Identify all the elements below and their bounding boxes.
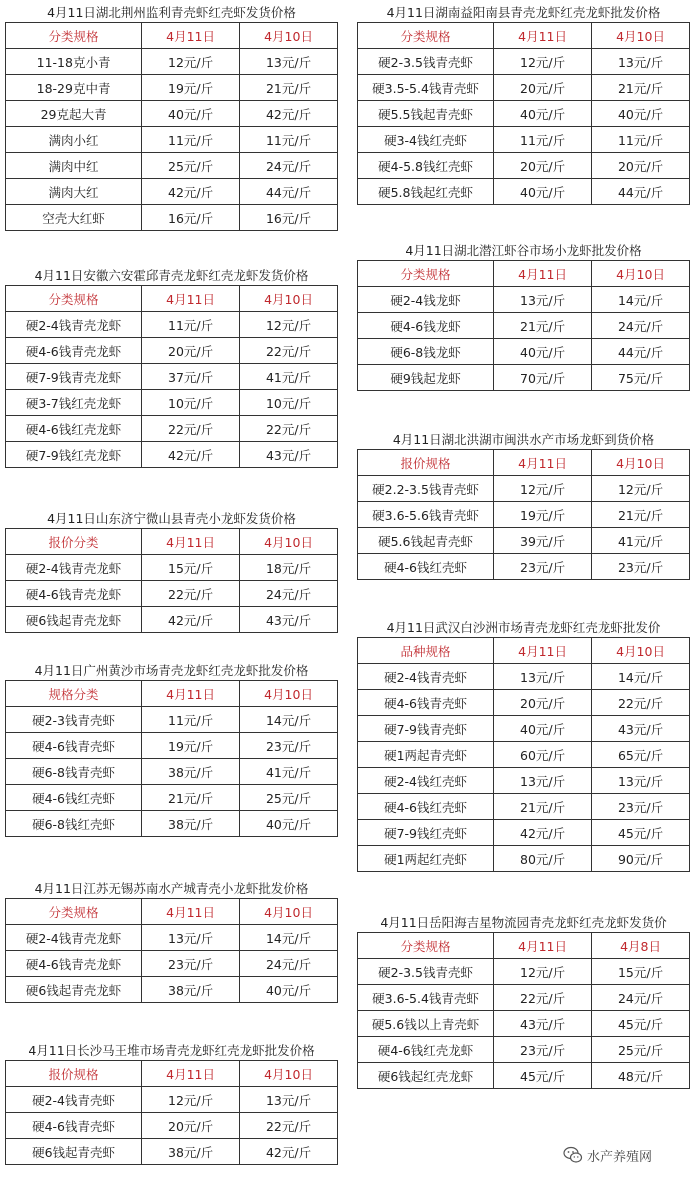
price-cell: 14元/斤 bbox=[240, 707, 338, 733]
price-table bbox=[5, 898, 338, 1003]
price-cell: 23元/斤 bbox=[240, 733, 338, 759]
price-cell: 14元/斤 bbox=[592, 287, 690, 313]
price-cell: 21元/斤 bbox=[494, 313, 592, 339]
spec-cell: 硬2-4钱青壳龙虾 bbox=[6, 555, 142, 581]
table-header-row bbox=[6, 23, 338, 49]
price-cell: 24元/斤 bbox=[592, 985, 690, 1011]
table-row bbox=[6, 205, 338, 231]
spec-cell: 硬6-8钱龙虾 bbox=[358, 339, 494, 365]
table-row bbox=[6, 127, 338, 153]
header-cell: 分类规格 bbox=[6, 286, 142, 312]
table-title: 4月11日岳阳海吉星物流园青壳龙虾红壳龙虾发货价 bbox=[380, 915, 667, 930]
header-cell: 4月11日 bbox=[142, 1061, 240, 1087]
price-cell: 19元/斤 bbox=[494, 502, 592, 528]
price-cell: 21元/斤 bbox=[494, 794, 592, 820]
table-row bbox=[358, 179, 690, 205]
header-cell: 分类规格 bbox=[6, 23, 142, 49]
table-row bbox=[358, 820, 690, 846]
table-row bbox=[6, 811, 338, 837]
spec-cell: 硬3-7钱红壳龙虾 bbox=[6, 390, 142, 416]
table-header-row bbox=[358, 638, 690, 664]
price-cell: 11元/斤 bbox=[142, 707, 240, 733]
price-block-honghu bbox=[357, 431, 690, 580]
price-cell: 20元/斤 bbox=[142, 338, 240, 364]
table-title: 4月11日安徽六安霍邱青壳龙虾红壳龙虾发货价格 bbox=[34, 268, 309, 283]
price-cell: 15元/斤 bbox=[142, 555, 240, 581]
table-row bbox=[358, 716, 690, 742]
price-cell: 38元/斤 bbox=[142, 759, 240, 785]
price-cell: 43元/斤 bbox=[592, 716, 690, 742]
price-cell: 48元/斤 bbox=[592, 1063, 690, 1089]
table-header-row bbox=[6, 681, 338, 707]
price-cell: 13元/斤 bbox=[240, 49, 338, 75]
price-table bbox=[5, 1060, 338, 1165]
table-row bbox=[6, 607, 338, 633]
header-cell: 4月8日 bbox=[592, 933, 690, 959]
header-cell: 4月10日 bbox=[240, 23, 338, 49]
table-row bbox=[6, 555, 338, 581]
wechat-icon bbox=[563, 1146, 583, 1164]
price-cell: 37元/斤 bbox=[142, 364, 240, 390]
price-cell: 43元/斤 bbox=[494, 1011, 592, 1037]
price-cell: 25元/斤 bbox=[142, 153, 240, 179]
table-row bbox=[358, 287, 690, 313]
spec-cell: 硬5.5钱起青壳虾 bbox=[358, 101, 494, 127]
table-header-row bbox=[6, 286, 338, 312]
price-cell: 42元/斤 bbox=[240, 101, 338, 127]
spec-cell: 满肉中红 bbox=[6, 153, 142, 179]
price-block-jianli bbox=[5, 4, 338, 231]
price-cell: 12元/斤 bbox=[592, 476, 690, 502]
price-cell: 90元/斤 bbox=[592, 846, 690, 872]
price-cell: 12元/斤 bbox=[494, 959, 592, 985]
price-cell: 42元/斤 bbox=[240, 1139, 338, 1165]
spec-cell: 硬6钱起青壳龙虾 bbox=[6, 977, 142, 1003]
header-cell: 4月11日 bbox=[142, 529, 240, 555]
price-table bbox=[5, 22, 338, 231]
price-cell: 25元/斤 bbox=[592, 1037, 690, 1063]
price-table bbox=[5, 680, 338, 837]
spec-cell: 硬2.2-3.5钱青壳虾 bbox=[358, 476, 494, 502]
table-row bbox=[6, 101, 338, 127]
price-cell: 23元/斤 bbox=[494, 1037, 592, 1063]
table-row bbox=[6, 153, 338, 179]
price-block-mawangdui bbox=[5, 1042, 338, 1165]
header-cell: 分类规格 bbox=[358, 23, 494, 49]
table-header-row bbox=[6, 529, 338, 555]
price-cell: 16元/斤 bbox=[142, 205, 240, 231]
table-row bbox=[6, 785, 338, 811]
header-cell: 报价规格 bbox=[358, 450, 494, 476]
table-row bbox=[6, 951, 338, 977]
table-row bbox=[358, 313, 690, 339]
table-row bbox=[358, 1037, 690, 1063]
price-cell: 45元/斤 bbox=[592, 820, 690, 846]
price-cell: 42元/斤 bbox=[142, 442, 240, 468]
price-block-huangsha bbox=[5, 662, 338, 837]
header-cell: 4月11日 bbox=[142, 286, 240, 312]
table-header-row bbox=[358, 23, 690, 49]
spec-cell: 硬4-6钱青壳龙虾 bbox=[6, 581, 142, 607]
price-cell: 24元/斤 bbox=[240, 581, 338, 607]
table-title: 4月11日武汉白沙洲市场青壳龙虾红壳龙虾批发价 bbox=[386, 620, 661, 635]
header-cell: 4月10日 bbox=[240, 1061, 338, 1087]
header-cell: 分类规格 bbox=[358, 933, 494, 959]
table-row bbox=[358, 794, 690, 820]
spec-cell: 硬4-6钱青壳虾 bbox=[6, 733, 142, 759]
table-row bbox=[6, 179, 338, 205]
spec-cell: 硬6钱起青壳龙虾 bbox=[6, 607, 142, 633]
price-cell: 23元/斤 bbox=[592, 554, 690, 580]
price-cell: 11元/斤 bbox=[240, 127, 338, 153]
price-cell: 14元/斤 bbox=[592, 664, 690, 690]
price-cell: 45元/斤 bbox=[592, 1011, 690, 1037]
table-title: 4月11日湖南益阳南县青壳龙虾红壳龙虾批发价格 bbox=[386, 5, 661, 20]
table-row bbox=[358, 365, 690, 391]
price-cell: 80元/斤 bbox=[494, 846, 592, 872]
table-title: 4月11日山东济宁微山县青壳小龙虾发货价格 bbox=[47, 511, 296, 526]
price-cell: 38元/斤 bbox=[142, 811, 240, 837]
spec-cell: 硬4-6钱红壳龙虾 bbox=[358, 1037, 494, 1063]
spec-cell: 硬7-9钱红壳虾 bbox=[358, 820, 494, 846]
table-row bbox=[6, 75, 338, 101]
spec-cell: 硬6-8钱青壳虾 bbox=[6, 759, 142, 785]
table-row bbox=[358, 502, 690, 528]
price-cell: 45元/斤 bbox=[494, 1063, 592, 1089]
price-cell: 10元/斤 bbox=[240, 390, 338, 416]
price-cell: 22元/斤 bbox=[142, 416, 240, 442]
price-cell: 38元/斤 bbox=[142, 977, 240, 1003]
price-cell: 44元/斤 bbox=[240, 179, 338, 205]
header-cell: 4月10日 bbox=[592, 261, 690, 287]
price-cell: 13元/斤 bbox=[592, 768, 690, 794]
price-cell: 20元/斤 bbox=[494, 153, 592, 179]
table-header-row bbox=[6, 899, 338, 925]
price-cell: 21元/斤 bbox=[240, 75, 338, 101]
price-cell: 21元/斤 bbox=[142, 785, 240, 811]
table-title: 4月11日湖北洪湖市闽洪水产市场龙虾到货价格 bbox=[392, 432, 655, 447]
price-cell: 65元/斤 bbox=[592, 742, 690, 768]
price-cell: 40元/斤 bbox=[494, 716, 592, 742]
header-cell: 4月11日 bbox=[494, 450, 592, 476]
price-cell: 24元/斤 bbox=[240, 951, 338, 977]
price-cell: 18元/斤 bbox=[240, 555, 338, 581]
price-cell: 12元/斤 bbox=[142, 1087, 240, 1113]
header-cell: 规格分类 bbox=[6, 681, 142, 707]
table-header-row bbox=[358, 450, 690, 476]
header-cell: 4月11日 bbox=[142, 899, 240, 925]
price-cell: 21元/斤 bbox=[592, 75, 690, 101]
table-header-row bbox=[358, 261, 690, 287]
table-row bbox=[358, 768, 690, 794]
spec-cell: 硬2-4钱红壳虾 bbox=[358, 768, 494, 794]
price-cell: 15元/斤 bbox=[592, 959, 690, 985]
price-cell: 12元/斤 bbox=[494, 476, 592, 502]
price-cell: 40元/斤 bbox=[494, 339, 592, 365]
table-row bbox=[6, 925, 338, 951]
price-cell: 41元/斤 bbox=[240, 759, 338, 785]
price-cell: 12元/斤 bbox=[240, 312, 338, 338]
spec-cell: 硬7-9钱青壳龙虾 bbox=[6, 364, 142, 390]
price-cell: 41元/斤 bbox=[240, 364, 338, 390]
price-cell: 23元/斤 bbox=[142, 951, 240, 977]
spec-cell: 硬3.6-5.6钱青壳虾 bbox=[358, 502, 494, 528]
price-cell: 16元/斤 bbox=[240, 205, 338, 231]
table-row bbox=[6, 707, 338, 733]
price-cell: 11元/斤 bbox=[494, 127, 592, 153]
price-table bbox=[357, 637, 690, 872]
table-row bbox=[6, 581, 338, 607]
table-title: 4月11日广州黄沙市场青壳龙虾红壳龙虾批发价格 bbox=[34, 663, 309, 678]
table-row bbox=[6, 733, 338, 759]
spec-cell: 硬2-4钱青壳虾 bbox=[358, 664, 494, 690]
header-cell: 4月11日 bbox=[142, 23, 240, 49]
header-cell: 分类规格 bbox=[6, 899, 142, 925]
price-cell: 13元/斤 bbox=[592, 49, 690, 75]
header-cell: 4月10日 bbox=[240, 899, 338, 925]
price-cell: 44元/斤 bbox=[592, 339, 690, 365]
table-header-row bbox=[358, 933, 690, 959]
price-cell: 24元/斤 bbox=[240, 153, 338, 179]
spec-cell: 硬7-9钱青壳虾 bbox=[358, 716, 494, 742]
price-cell: 12元/斤 bbox=[142, 49, 240, 75]
price-table bbox=[5, 285, 338, 468]
price-cell: 38元/斤 bbox=[142, 1139, 240, 1165]
spec-cell: 满肉小红 bbox=[6, 127, 142, 153]
price-cell: 42元/斤 bbox=[142, 179, 240, 205]
table-row bbox=[358, 846, 690, 872]
price-cell: 11元/斤 bbox=[592, 127, 690, 153]
price-cell: 43元/斤 bbox=[240, 442, 338, 468]
price-cell: 20元/斤 bbox=[494, 690, 592, 716]
spec-cell: 硬3-4钱红壳虾 bbox=[358, 127, 494, 153]
spec-cell: 硬4-6钱红壳虾 bbox=[358, 794, 494, 820]
header-cell: 4月11日 bbox=[494, 638, 592, 664]
spec-cell: 硬1两起青壳虾 bbox=[358, 742, 494, 768]
price-cell: 23元/斤 bbox=[592, 794, 690, 820]
price-cell: 39元/斤 bbox=[494, 528, 592, 554]
header-cell: 4月10日 bbox=[592, 450, 690, 476]
table-row bbox=[358, 1011, 690, 1037]
table-title: 4月11日湖北荆州监利青壳虾红壳虾发货价格 bbox=[47, 5, 296, 20]
table-header-row bbox=[6, 1061, 338, 1087]
price-cell: 22元/斤 bbox=[240, 338, 338, 364]
spec-cell: 空壳大红虾 bbox=[6, 205, 142, 231]
table-row bbox=[358, 75, 690, 101]
price-cell: 42元/斤 bbox=[494, 820, 592, 846]
table-title: 4月11日江苏无锡苏南水产城青壳小龙虾批发价格 bbox=[34, 881, 309, 896]
table-row bbox=[6, 416, 338, 442]
spec-cell: 29克起大青 bbox=[6, 101, 142, 127]
price-cell: 75元/斤 bbox=[592, 365, 690, 391]
spec-cell: 硬2-4钱青壳龙虾 bbox=[6, 925, 142, 951]
table-row bbox=[358, 554, 690, 580]
spec-cell: 硬4-6钱青壳龙虾 bbox=[6, 951, 142, 977]
table-row bbox=[6, 977, 338, 1003]
spec-cell: 硬4-6钱青壳虾 bbox=[6, 1113, 142, 1139]
price-block-baishazhou bbox=[357, 619, 690, 872]
spec-cell: 满肉大红 bbox=[6, 179, 142, 205]
spec-cell: 硬2-3钱青壳虾 bbox=[6, 707, 142, 733]
table-row bbox=[358, 690, 690, 716]
price-table bbox=[357, 932, 690, 1089]
spec-cell: 硬2-3.5钱青壳虾 bbox=[358, 49, 494, 75]
spec-cell: 硬2-4钱青壳龙虾 bbox=[6, 312, 142, 338]
header-cell: 报价分类 bbox=[6, 529, 142, 555]
price-cell: 43元/斤 bbox=[240, 607, 338, 633]
price-cell: 22元/斤 bbox=[240, 416, 338, 442]
header-cell: 4月11日 bbox=[494, 933, 592, 959]
table-title: 4月11日湖北潜江虾谷市场小龙虾批发价格 bbox=[405, 243, 642, 258]
price-cell: 44元/斤 bbox=[592, 179, 690, 205]
table-row bbox=[358, 127, 690, 153]
price-cell: 13元/斤 bbox=[494, 287, 592, 313]
header-cell: 分类规格 bbox=[358, 261, 494, 287]
header-cell: 4月10日 bbox=[240, 681, 338, 707]
price-cell: 20元/斤 bbox=[494, 75, 592, 101]
spec-cell: 硬4-6钱红壳虾 bbox=[358, 554, 494, 580]
header-cell: 4月10日 bbox=[240, 286, 338, 312]
table-row bbox=[358, 664, 690, 690]
spec-cell: 硬7-9钱红壳龙虾 bbox=[6, 442, 142, 468]
table-row bbox=[6, 1113, 338, 1139]
spec-cell: 11-18克小青 bbox=[6, 49, 142, 75]
spec-cell: 硬4-6钱青壳龙虾 bbox=[6, 338, 142, 364]
price-block-qianjiang bbox=[357, 242, 690, 391]
table-row bbox=[358, 49, 690, 75]
price-cell: 25元/斤 bbox=[240, 785, 338, 811]
header-cell: 4月11日 bbox=[494, 261, 592, 287]
header-cell: 4月10日 bbox=[592, 23, 690, 49]
spec-cell: 硬2-4钱龙虾 bbox=[358, 287, 494, 313]
price-cell: 20元/斤 bbox=[592, 153, 690, 179]
price-cell: 19元/斤 bbox=[142, 75, 240, 101]
table-row bbox=[358, 101, 690, 127]
watermark-text: 水产养殖网 bbox=[587, 1149, 653, 1165]
price-table bbox=[5, 528, 338, 633]
price-cell: 22元/斤 bbox=[494, 985, 592, 1011]
price-block-yueyang bbox=[357, 914, 690, 1089]
table-row bbox=[358, 476, 690, 502]
header-cell: 报价规格 bbox=[6, 1061, 142, 1087]
header-cell: 品种规格 bbox=[358, 638, 494, 664]
price-cell: 11元/斤 bbox=[142, 127, 240, 153]
price-cell: 23元/斤 bbox=[494, 554, 592, 580]
price-cell: 40元/斤 bbox=[240, 977, 338, 1003]
table-row bbox=[6, 338, 338, 364]
table-row bbox=[6, 390, 338, 416]
spec-cell: 硬6钱起红壳龙虾 bbox=[358, 1063, 494, 1089]
price-cell: 40元/斤 bbox=[494, 179, 592, 205]
spec-cell: 硬4-6钱龙虾 bbox=[358, 313, 494, 339]
table-row bbox=[358, 985, 690, 1011]
spec-cell: 硬5.8钱起红壳虾 bbox=[358, 179, 494, 205]
spec-cell: 硬4-6钱红壳龙虾 bbox=[6, 416, 142, 442]
table-row bbox=[358, 959, 690, 985]
spec-cell: 硬5.6钱以上青壳虾 bbox=[358, 1011, 494, 1037]
price-cell: 40元/斤 bbox=[240, 811, 338, 837]
spec-cell: 硬6-8钱红壳虾 bbox=[6, 811, 142, 837]
spec-cell: 硬3.5-5.4钱青壳虾 bbox=[358, 75, 494, 101]
price-cell: 40元/斤 bbox=[142, 101, 240, 127]
price-cell: 41元/斤 bbox=[592, 528, 690, 554]
table-title: 4月11日长沙马王堆市场青壳龙虾红壳龙虾批发价格 bbox=[28, 1043, 315, 1058]
spec-cell: 硬4-6钱青壳虾 bbox=[358, 690, 494, 716]
price-cell: 22元/斤 bbox=[240, 1113, 338, 1139]
spec-cell: 硬2-3.5钱青壳虾 bbox=[358, 959, 494, 985]
price-cell: 11元/斤 bbox=[142, 312, 240, 338]
spec-cell: 硬1两起红壳虾 bbox=[358, 846, 494, 872]
price-cell: 60元/斤 bbox=[494, 742, 592, 768]
spec-cell: 18-29克中青 bbox=[6, 75, 142, 101]
spec-cell: 硬3.6-5.4钱青壳虾 bbox=[358, 985, 494, 1011]
price-cell: 24元/斤 bbox=[592, 313, 690, 339]
price-cell: 14元/斤 bbox=[240, 925, 338, 951]
table-row bbox=[358, 1063, 690, 1089]
header-cell: 4月11日 bbox=[142, 681, 240, 707]
spec-cell: 硬6钱起青壳虾 bbox=[6, 1139, 142, 1165]
price-cell: 19元/斤 bbox=[142, 733, 240, 759]
watermark bbox=[563, 1144, 683, 1166]
price-block-nanxian bbox=[357, 4, 690, 205]
price-cell: 22元/斤 bbox=[142, 581, 240, 607]
price-cell: 22元/斤 bbox=[592, 690, 690, 716]
table-row bbox=[6, 312, 338, 338]
table-row bbox=[6, 442, 338, 468]
price-cell: 70元/斤 bbox=[494, 365, 592, 391]
price-cell: 12元/斤 bbox=[494, 49, 592, 75]
table-row bbox=[358, 528, 690, 554]
price-cell: 13元/斤 bbox=[240, 1087, 338, 1113]
price-cell: 42元/斤 bbox=[142, 607, 240, 633]
price-table bbox=[357, 449, 690, 580]
spec-cell: 硬5.6钱起青壳虾 bbox=[358, 528, 494, 554]
table-row bbox=[6, 364, 338, 390]
price-cell: 13元/斤 bbox=[494, 664, 592, 690]
table-row bbox=[358, 742, 690, 768]
header-cell: 4月10日 bbox=[592, 638, 690, 664]
price-cell: 10元/斤 bbox=[142, 390, 240, 416]
table-row bbox=[358, 339, 690, 365]
price-table bbox=[357, 22, 690, 205]
price-block-huoqiu bbox=[5, 267, 338, 468]
table-row bbox=[358, 153, 690, 179]
price-cell: 40元/斤 bbox=[494, 101, 592, 127]
spec-cell: 硬4-5.8钱红壳虾 bbox=[358, 153, 494, 179]
price-cell: 20元/斤 bbox=[142, 1113, 240, 1139]
price-cell: 21元/斤 bbox=[592, 502, 690, 528]
table-row bbox=[6, 1139, 338, 1165]
spec-cell: 硬9钱起龙虾 bbox=[358, 365, 494, 391]
price-cell: 40元/斤 bbox=[592, 101, 690, 127]
spec-cell: 硬2-4钱青壳虾 bbox=[6, 1087, 142, 1113]
price-block-wuxi bbox=[5, 880, 338, 1003]
header-cell: 4月11日 bbox=[494, 23, 592, 49]
table-row bbox=[6, 759, 338, 785]
header-cell: 4月10日 bbox=[240, 529, 338, 555]
table-row bbox=[6, 1087, 338, 1113]
table-row bbox=[6, 49, 338, 75]
price-cell: 13元/斤 bbox=[494, 768, 592, 794]
price-cell: 13元/斤 bbox=[142, 925, 240, 951]
price-block-weishan bbox=[5, 510, 338, 633]
spec-cell: 硬4-6钱红壳虾 bbox=[6, 785, 142, 811]
price-table bbox=[357, 260, 690, 391]
